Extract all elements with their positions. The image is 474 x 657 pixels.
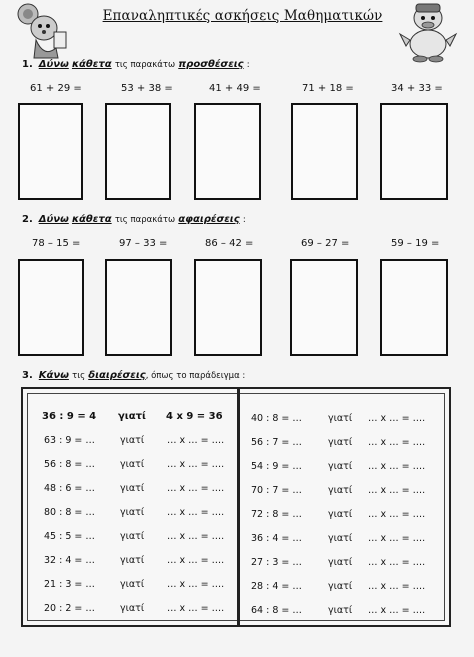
subtraction-problem: 69 – 27 = (301, 238, 350, 249)
subtraction-problem: 78 – 15 = (32, 238, 81, 249)
subtraction-problem: 59 – 19 = (391, 238, 440, 249)
addition-problem: 61 + 29 = (30, 83, 82, 94)
because-label: γιατί (328, 413, 353, 424)
example-multiplication: 4 x 9 = 36 (166, 411, 223, 422)
answer-box[interactable] (18, 103, 83, 200)
answer-box[interactable] (194, 103, 261, 200)
mouse-mascot-icon (14, 2, 74, 60)
division-problem: 36 : 4 = … (251, 533, 302, 544)
example-because: γιατί (118, 411, 146, 422)
column-divider (237, 388, 240, 626)
multiplication-blank[interactable]: … x … = …. (368, 413, 426, 424)
because-label: γιατί (120, 435, 145, 446)
division-problem: 63 : 9 = … (44, 435, 95, 446)
multiplication-blank[interactable]: … x … = …. (368, 485, 426, 496)
multiplication-blank[interactable]: … x … = …. (167, 435, 225, 446)
because-label: γιατί (120, 579, 145, 590)
addition-problem: 41 + 49 = (209, 83, 261, 94)
because-label: γιατί (328, 533, 353, 544)
multiplication-blank[interactable]: … x … = …. (368, 581, 426, 592)
because-label: γιατί (328, 509, 353, 520)
section-1-heading: 1. Δύνω κάθετα τις παρακάτω προσθέσεις : (22, 59, 250, 70)
because-label: γιατί (328, 461, 353, 472)
division-problem: 72 : 8 = … (251, 509, 302, 520)
addition-problem: 53 + 38 = (121, 83, 173, 94)
multiplication-blank[interactable]: … x … = …. (368, 557, 426, 568)
division-problem: 32 : 4 = … (44, 555, 95, 566)
answer-box[interactable] (105, 259, 172, 356)
addition-problem: 34 + 33 = (391, 83, 443, 94)
multiplication-blank[interactable]: … x … = …. (368, 461, 426, 472)
because-label: γιατί (120, 507, 145, 518)
division-problem: 70 : 7 = … (251, 485, 302, 496)
division-problem: 20 : 2 = … (44, 603, 95, 614)
addition-problem: 71 + 18 = (302, 83, 354, 94)
answer-box[interactable] (380, 103, 448, 200)
multiplication-blank[interactable]: … x … = …. (368, 437, 426, 448)
multiplication-blank[interactable]: … x … = …. (167, 555, 225, 566)
because-label: γιατί (120, 603, 145, 614)
because-label: γιατί (120, 555, 145, 566)
division-problem: 56 : 8 = … (44, 459, 95, 470)
division-problem: 21 : 3 = … (44, 579, 95, 590)
answer-box[interactable] (18, 259, 84, 356)
section-3-heading: 3. Κάνω τις διαιρέσεις, όπως το παράδειγμα : (22, 370, 246, 381)
multiplication-blank[interactable]: … x … = …. (167, 603, 225, 614)
page-title: Επαναληπτικές ασκήσεις Μαθηματικών (102, 8, 383, 24)
answer-box[interactable] (290, 259, 358, 356)
multiplication-blank[interactable]: … x … = …. (368, 605, 426, 616)
division-problem: 27 : 3 = … (251, 557, 302, 568)
multiplication-blank[interactable]: … x … = …. (167, 579, 225, 590)
multiplication-blank[interactable]: … x … = …. (167, 531, 225, 542)
division-problem: 48 : 6 = … (44, 483, 95, 494)
answer-box[interactable] (194, 259, 262, 356)
multiplication-blank[interactable]: … x … = …. (167, 507, 225, 518)
subtraction-problem: 97 – 33 = (119, 238, 168, 249)
answer-box[interactable] (105, 103, 171, 200)
because-label: γιατί (120, 531, 145, 542)
because-label: γιατί (328, 557, 353, 568)
example-division: 36 : 9 = 4 (42, 411, 97, 422)
because-label: γιατί (328, 605, 353, 616)
because-label: γιατί (120, 459, 145, 470)
because-label: γιατί (328, 485, 353, 496)
because-label: γιατί (120, 483, 145, 494)
subtraction-problem: 86 – 42 = (205, 238, 254, 249)
division-problem: 56 : 7 = … (251, 437, 302, 448)
division-problem: 45 : 5 = … (44, 531, 95, 542)
section-2-heading: 2. Δύνω κάθετα τις παρακάτω αφαιρέσεις : (22, 214, 246, 225)
multiplication-blank[interactable]: … x … = …. (368, 533, 426, 544)
division-problem: 80 : 8 = … (44, 507, 95, 518)
because-label: γιατί (328, 581, 353, 592)
answer-box[interactable] (291, 103, 358, 200)
division-problem: 28 : 4 = … (251, 581, 302, 592)
because-label: γιατί (328, 437, 353, 448)
multiplication-blank[interactable]: … x … = …. (167, 459, 225, 470)
division-problem: 40 : 8 = … (251, 413, 302, 424)
division-problem: 64 : 8 = … (251, 605, 302, 616)
answer-box[interactable] (380, 259, 448, 356)
multiplication-blank[interactable]: … x … = …. (167, 483, 225, 494)
division-problem: 54 : 9 = … (251, 461, 302, 472)
multiplication-blank[interactable]: … x … = …. (368, 509, 426, 520)
duck-mascot-icon (394, 0, 458, 64)
